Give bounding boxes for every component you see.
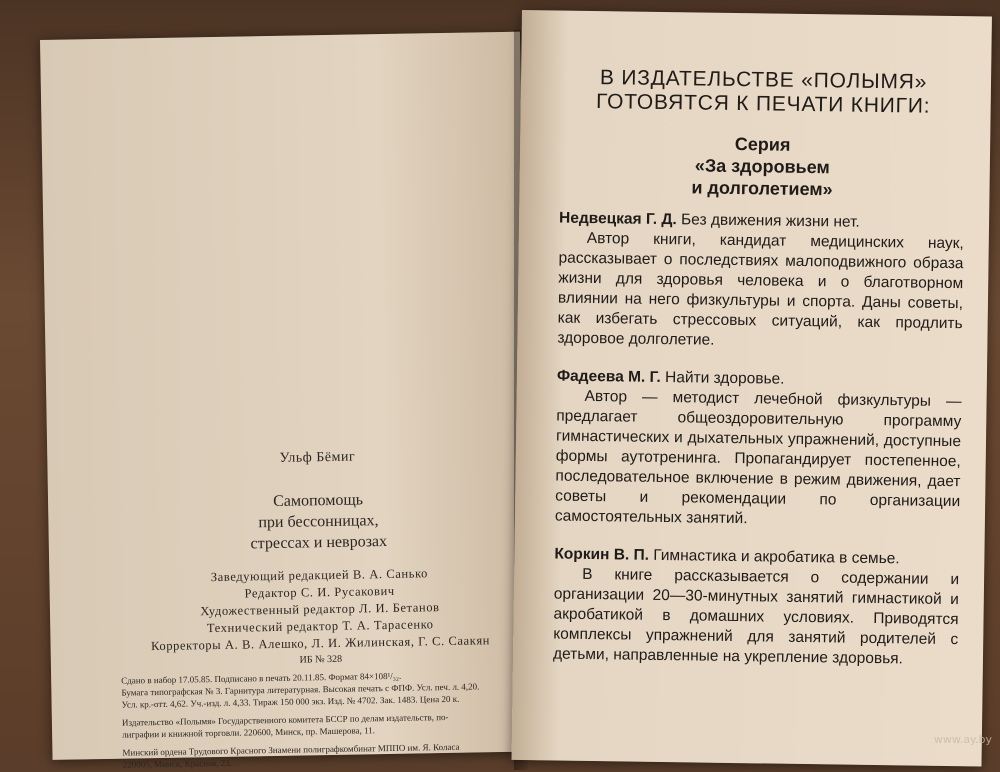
- entry-title: Без движения жизни нет.: [680, 211, 860, 231]
- entry-description: Автор — методист лечебной физкультуры — предлагает общеоздоровительную программу гимнастических и дыхательных упражнений, доступные формы аутотренинга. Пропагандирует постепенное, последовательное включение в режим движения, дает советы и рекомендации по организации самостоятельных занятий.: [554, 387, 962, 528]
- colophon: [107, 447, 532, 771]
- book-title-line: при бессонницах,: [258, 512, 379, 532]
- book-entry: [555, 367, 962, 533]
- entry-title: Найти здоровье.: [664, 369, 785, 388]
- book-entries: [553, 209, 965, 689]
- credit-line: Заведующий редакцией В. А. Санько: [210, 566, 429, 585]
- publisher-line: Издательство «Полымя» Государственного комитета БССР по делам издательств, по-: [121, 711, 449, 728]
- ib-number: ИБ № 328: [299, 653, 343, 666]
- credit-line: Художественный редактор Л. И. Бетанов: [200, 600, 440, 619]
- left-page: [40, 32, 532, 770]
- printer-line: 220005, Минск, Красная, 23.: [122, 757, 232, 770]
- printer-line: Минский ордена Трудового Красного Знамени полиграфкомбинат МППО им. Я. Коласа: [122, 741, 460, 758]
- imprint-line: Усл. кр.-отт. 4,62. Уч.-изд. л. 4,33. Тираж 150 000 экз. Изд. № 4702. Зак. 1483. Цена 20 к.: [121, 693, 460, 710]
- series-line: и долголетием»: [691, 177, 833, 200]
- entry-author: Коркин В. П.: [554, 545, 650, 564]
- entry-description: Автор книги, кандидат медицинских наук, рассказывает о последствиях малоподвижного образа жизни для здоровья человека и о благотворном влиянии на него физкультуры и спорта. Даны советы, как избегать стрессовых ситуаций, как продлить здоровое долголетие.: [557, 229, 964, 349]
- book-title: [108, 487, 529, 557]
- entry-author: Недвецкая Г. Д.: [558, 209, 677, 229]
- imprint-line: Бумага типографская № 3. Гарнитура литературная. Высокая печать с ФПФ. Усл. печ. л. 4,20.: [121, 681, 480, 698]
- credit-line: Корректоры А. В. Алешко, Л. И. Жилинская, Г. С. Саакян: [150, 633, 491, 654]
- publisher-line: лиграфии и книжной торговли. 220600, Минск, пр. Машерова, 11.: [122, 725, 376, 740]
- right-page: [512, 10, 992, 766]
- site-watermark: www.ay.by: [933, 733, 992, 746]
- credit-line: Редактор С. И. Русакович: [244, 583, 395, 601]
- series-title: [559, 131, 965, 203]
- imprint-line: Сдано в набор 17.05.85. Подписано в печать 20.11.85. Формат 84×108¹/₃₂.: [121, 670, 402, 686]
- entry-author: Фадеева М. Г.: [556, 367, 661, 386]
- book-entry: [557, 209, 964, 355]
- book-title-line: Самопомощь: [272, 491, 364, 511]
- imprint-details: [111, 668, 533, 771]
- editorial-credits: [109, 564, 530, 656]
- heading-line: В ИЗДАТЕЛЬСТВЕ «ПОЛЫМЯ»: [599, 66, 928, 94]
- book-title-line: стрессах и неврозах: [250, 533, 388, 553]
- entry-description: В книге рассказывается о содержании и организации 20—30-минутных занятий гимнастикой и акробатикой в домашних условиях. Приводятся комплексы упражнений для занятий родителей с детьми, направленные на укрепление здоровья.: [552, 565, 960, 668]
- series-line: Серия: [734, 133, 791, 155]
- series-line: «За здоровьем: [694, 155, 830, 178]
- book-author: Ульф Бёмиг: [279, 449, 356, 466]
- announcement-heading: [561, 66, 967, 120]
- entry-title: Гимнастика и акробатика в семье.: [653, 546, 900, 568]
- heading-line: ГОТОВЯТСЯ К ПЕЧАТИ КНИГИ:: [595, 90, 931, 118]
- book-entry: [553, 545, 960, 671]
- credit-line: Технический редактор Т. А. Тарасенко: [206, 617, 434, 636]
